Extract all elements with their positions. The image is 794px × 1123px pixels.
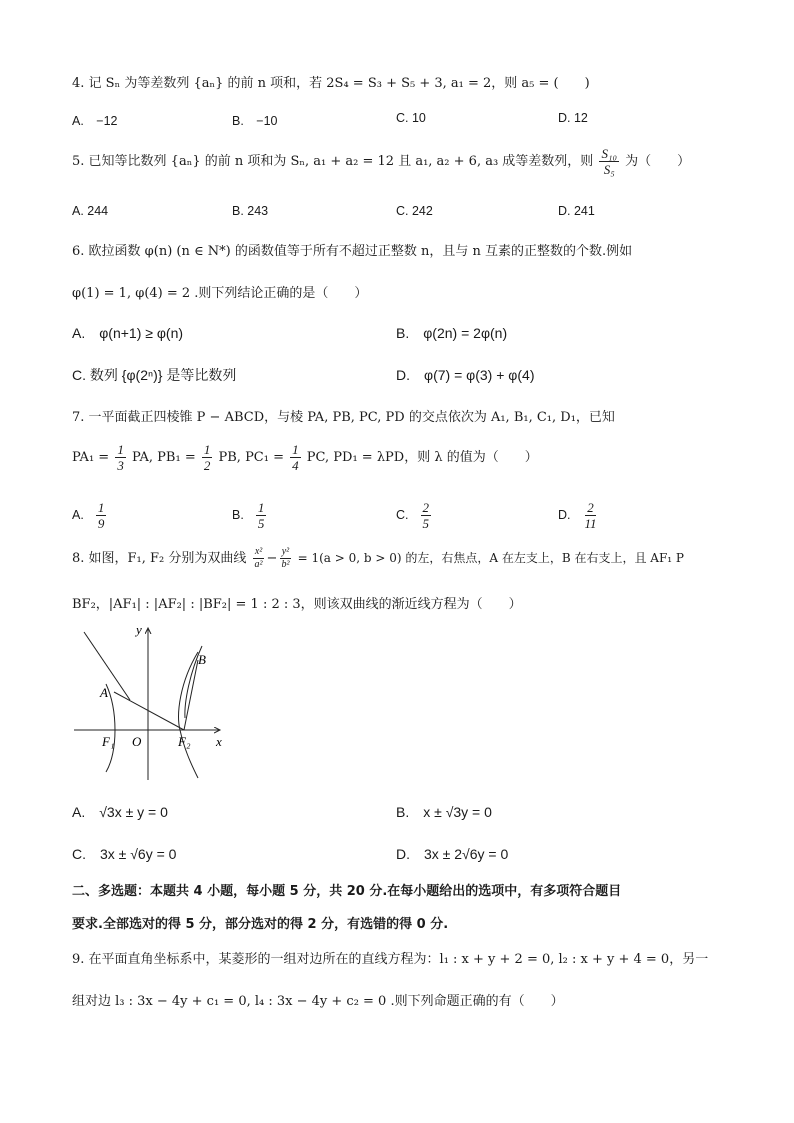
q5-frac-num: S₁₀ bbox=[601, 146, 617, 161]
frac-num: 2 bbox=[587, 500, 594, 515]
q7-frac-1 bbox=[115, 442, 126, 473]
q8-frac-x bbox=[253, 546, 265, 571]
q7-frac-3 bbox=[290, 442, 301, 473]
q5-option-d: D. 241 bbox=[558, 204, 595, 218]
q4-option-d: D. 12 bbox=[558, 111, 588, 125]
q8-option-a: A. √3x ± y = 0 bbox=[72, 804, 168, 820]
q6-stem-line1: 6. 欧拉函数 φ(n) (n ∈ N*) 的函数值等于所有不超过正整数 n，且与 n 互素的正整数的个数.例如 bbox=[72, 244, 633, 259]
option-key: D. bbox=[558, 507, 571, 522]
q6-stem-line2: φ(1) = 1, φ(4) = 2 .则下列结论正确的是（ ） bbox=[72, 286, 368, 301]
label-x: x bbox=[216, 734, 222, 749]
q7-option-c-frac bbox=[421, 500, 432, 531]
frac-den: 9 bbox=[97, 516, 105, 531]
q7-pc1: PB, PC₁ = bbox=[218, 450, 284, 465]
q6-option-b: B. φ(2n) = 2φ(n) bbox=[396, 325, 508, 341]
q4-option-b: B. −10 bbox=[232, 114, 278, 128]
section-2-heading-line2: 要求.全部选对的得 5 分，部分选对的得 2 分，有选错的得 0 分. bbox=[72, 917, 449, 932]
label-a: A bbox=[100, 685, 108, 700]
q8-option-d: D. 3x ± 2√6y = 0 bbox=[396, 846, 509, 862]
q5-stem bbox=[72, 146, 690, 177]
frac-num: 1 bbox=[203, 442, 211, 457]
option-key: C. bbox=[396, 507, 409, 522]
q7-option-b bbox=[232, 500, 268, 531]
q7-frac-2 bbox=[202, 442, 213, 473]
frac-num: x² bbox=[254, 546, 263, 557]
q8-frac-y bbox=[279, 546, 291, 571]
frac-den: 5 bbox=[422, 516, 429, 531]
q8-option-c: C. 3x ± √6y = 0 bbox=[72, 846, 177, 862]
q7-stem-line2 bbox=[72, 442, 538, 473]
q7-pd1: PC, PD₁ = λPD，则 λ 的值为（ ） bbox=[306, 450, 538, 465]
segment-f2-b bbox=[184, 660, 198, 730]
q4-option-a: A. −12 bbox=[72, 114, 118, 128]
q4-option-c: C. 10 bbox=[396, 111, 426, 125]
q8-hyperbola-figure bbox=[70, 622, 240, 782]
q5-frac-den: S₅ bbox=[603, 162, 615, 177]
q5-fraction bbox=[599, 146, 619, 177]
q5-option-c: C. 242 bbox=[396, 204, 433, 218]
q8-option-b: B. x ± √3y = 0 bbox=[396, 804, 492, 820]
q7-option-b-frac bbox=[256, 500, 267, 531]
q5-stem-text: 5. 已知等比数列 {aₙ} 的前 n 项和为 Sₙ, a₁ + a₂ = 12 且 a₁, a₂ + 6, a₃ 成等差数列，则 bbox=[72, 154, 594, 169]
frac-den: a² bbox=[254, 559, 263, 570]
q7-option-a-frac bbox=[96, 500, 107, 531]
frac-den: 4 bbox=[292, 458, 299, 473]
frac-den: 11 bbox=[584, 516, 597, 531]
label-f1: F₁ bbox=[102, 734, 115, 749]
q7-option-d bbox=[558, 500, 601, 531]
option-key: B. bbox=[232, 507, 244, 522]
frac-num: 2 bbox=[422, 500, 429, 515]
label-b: B bbox=[198, 652, 206, 667]
q6-option-a: A. φ(n+1) ≥ φ(n) bbox=[72, 325, 184, 341]
frac-num: 1 bbox=[257, 500, 265, 515]
q9-stem-line2: 组对边 l₃ : 3x − 4y + c₁ = 0, l₄ : 3x − 4y + c₂ = 0 .则下列命题正确的有（ ） bbox=[72, 994, 564, 1009]
label-y: y bbox=[136, 622, 142, 637]
q5-option-a: A. 244 bbox=[72, 204, 109, 218]
q6-option-c: C. 数列 {φ(2ⁿ)} 是等比数列 bbox=[72, 367, 237, 383]
q4-stem: 4. 记 Sₙ 为等差数列 {aₙ} 的前 n 项和，若 2S₄ = S₃ + S₅ + 3, a₁ = 2，则 a₅ = ( ) bbox=[72, 76, 590, 91]
q7-option-a bbox=[72, 500, 108, 531]
q7-stem-line1: 7. 一平面截正四棱锥 P − ABCD，与棱 PA, PB, PC, PD 的交点依次为 A₁, B₁, C₁, D₁，已知 bbox=[72, 410, 615, 425]
frac-num: 1 bbox=[292, 442, 299, 457]
frac-den: b² bbox=[281, 559, 290, 570]
option-key: A. bbox=[72, 507, 84, 522]
q8-stem-text-2: = 1(a > 0, b > 0) 的左，右焦点，A 在左支上，B 在右支上，且 AF₁ P bbox=[297, 551, 684, 565]
frac-den: 2 bbox=[203, 458, 211, 473]
right-branch bbox=[179, 652, 198, 778]
q5-option-b: B. 243 bbox=[232, 204, 269, 218]
q7-option-c bbox=[396, 500, 433, 531]
q8-stem-line1: 8. 如图，F₁, F₂ 分别为双曲线 $\frac{\text{x²}}{\text{a²}}$ − $\frac{\text{y²}}{\text{b²}}$ = 1(a > 0, b > 0) 的左，右焦点，A 在左支上，B 在右支上，且 AF₁ P bbox=[72, 546, 684, 570]
q6-option-d: D. φ(7) = φ(3) + φ(4) bbox=[396, 367, 535, 383]
segment-a-f2 bbox=[114, 692, 184, 730]
section-2-heading-line1: 二、多选题：本题共 4 小题，每小题 5 分，共 20 分.在每小题给出的选项中，有多项符合题目 bbox=[72, 884, 622, 899]
q5-stem-end: 为（ ） bbox=[625, 154, 691, 169]
q7-option-d-frac bbox=[583, 500, 599, 531]
frac-den: 3 bbox=[117, 458, 124, 473]
q9-stem-line1: 9. 在平面直角坐标系中，某菱形的一组对边所在的直线方程为：l₁ : x + y + 2 = 0, l₂ : x + y + 4 = 0，另一 bbox=[72, 952, 709, 967]
q7-pb1: PA, PB₁ = bbox=[131, 450, 196, 465]
label-o: O bbox=[132, 734, 142, 749]
frac-den: 5 bbox=[257, 516, 265, 531]
label-f2: F₂ bbox=[178, 734, 191, 749]
q7-pa1: PA₁ = bbox=[72, 450, 110, 465]
frac-num: y² bbox=[281, 546, 290, 557]
q8-stem-text: 8. 如图，F₁, F₂ 分别为双曲线 bbox=[72, 551, 247, 566]
frac-num: 1 bbox=[97, 500, 105, 515]
frac-num: 1 bbox=[117, 442, 124, 457]
q8-stem-line2: BF₂，|AF₁| : |AF₂| : |BF₂| = 1 : 2 : 3，则该双曲线的渐近线方程为（ ） bbox=[72, 597, 522, 612]
